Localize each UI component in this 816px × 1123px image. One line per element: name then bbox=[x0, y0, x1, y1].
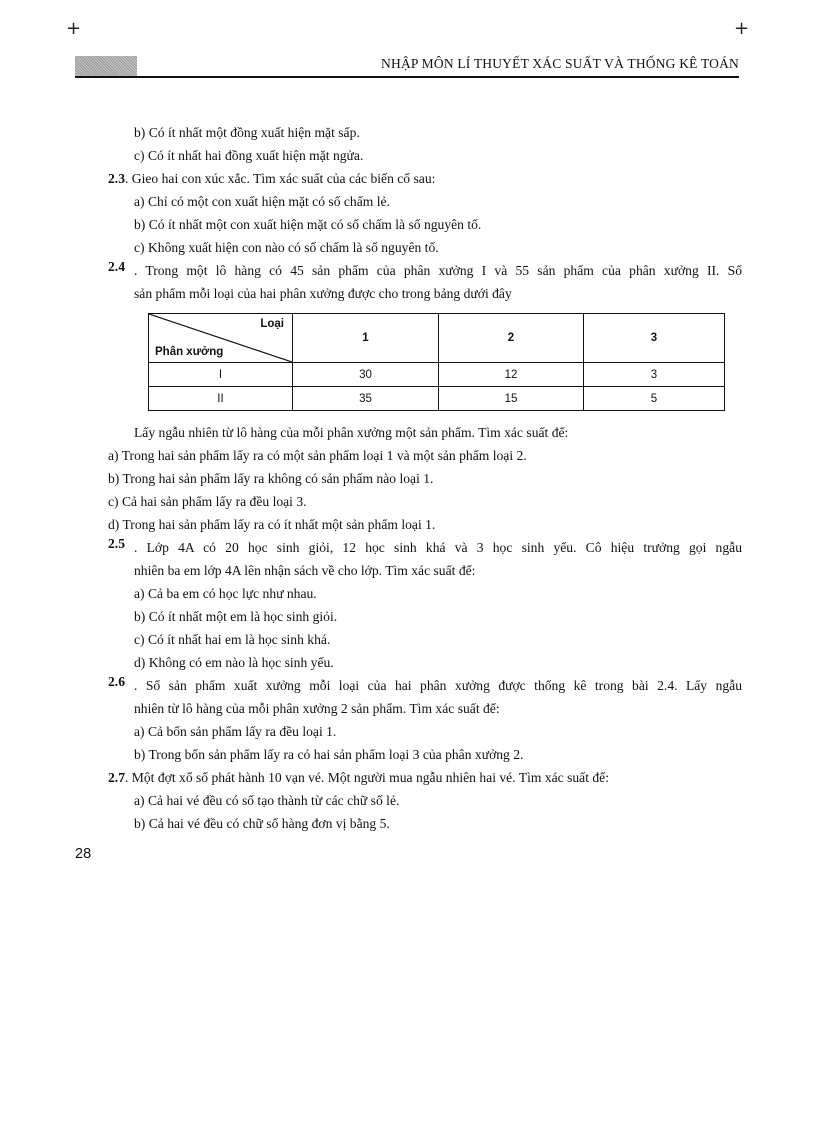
ex26-number: 2.6 bbox=[108, 674, 125, 689]
table-row bbox=[149, 363, 725, 387]
running-header bbox=[75, 56, 739, 76]
ex27-number: 2.7 bbox=[108, 770, 125, 785]
ex25-number: 2.5 bbox=[108, 536, 125, 551]
corner-label-loai: Loại bbox=[260, 318, 284, 330]
ex25-line1: . Lớp 4A có 20 học sinh giỏi, 12 học sinh khá và 3 học sinh yếu. Cô hiệu trưởng gọi ngẫu bbox=[134, 540, 742, 555]
table-row bbox=[149, 387, 725, 411]
ex23-number: 2.3 bbox=[108, 171, 125, 186]
ex25-item-a: a) Cả ba em có học lực như nhau. bbox=[134, 586, 317, 601]
corner-label-phan-xuong: Phân xưởng bbox=[155, 346, 224, 358]
ex27-item-a: a) Cả hai vé đều có số tạo thành từ các chữ số lẻ. bbox=[134, 793, 400, 808]
ex26-line1: . Số sản phẩm xuất xưởng mỗi loại của hai phân xưởng được thống kê trong bài 2.4. Lấy ngẫu bbox=[134, 678, 742, 693]
ex23-text: . Gieo hai con xúc xắc. Tìm xác suất của các biến cố sau: bbox=[125, 171, 436, 186]
column-header: 3 bbox=[584, 314, 725, 363]
ex26-heading bbox=[108, 674, 742, 720]
table-cell: 15 bbox=[439, 387, 584, 411]
crop-mark-left: + bbox=[66, 18, 82, 39]
ex23-item-b: b) Có ít nhất một con xuất hiện mặt có số chấm là số nguyên tố. bbox=[134, 217, 482, 232]
column-header: 2 bbox=[439, 314, 584, 363]
ex25-heading bbox=[108, 536, 742, 582]
ex25-line2: nhiên ba em lớp 4A lên nhận sách về cho lớp. Tìm xác suất để: bbox=[134, 563, 476, 578]
ex24-table-wrap bbox=[148, 313, 725, 412]
ex25-item-b: b) Có ít nhất một em là học sinh giỏi. bbox=[134, 609, 338, 624]
crop-mark-right: + bbox=[734, 18, 750, 39]
ex27-item-b: b) Cả hai vé đều có chữ số hàng đơn vị bằng 5. bbox=[134, 816, 390, 831]
ex26-item-b: b) Trong bốn sản phẩm lấy ra có hai sản phẩm loại 3 của phân xưởng 2. bbox=[134, 747, 524, 762]
table-cell: 3 bbox=[584, 363, 725, 387]
ex22-item-b: b) Có ít nhất một đồng xuất hiện mặt sấp. bbox=[134, 125, 360, 140]
row-label: I bbox=[149, 363, 293, 387]
ex23-item-c: c) Không xuất hiện con nào có số chấm là số nguyên tố. bbox=[134, 240, 439, 255]
ex24-intro: Lấy ngẫu nhiên từ lô hàng của mỗi phân xưởng một sản phẩm. Tìm xác suất để: bbox=[134, 425, 569, 440]
column-header: 1 bbox=[293, 314, 439, 363]
ex23-item-a: a) Chỉ có một con xuất hiện mặt có số chấm lẻ. bbox=[134, 194, 390, 209]
ex24-item-a: a) Trong hai sản phẩm lấy ra có một sản phẩm loại 1 và một sản phẩm loại 2. bbox=[108, 448, 527, 463]
ex26-item-a: a) Cả bốn sản phẩm lấy ra đều loại 1. bbox=[134, 724, 337, 739]
ex24-line1: . Trong một lô hàng có 45 sản phẩm của phân xưởng I và 55 sản phẩm của phân xưởng II. Số bbox=[134, 263, 742, 278]
ex25-item-c: c) Có ít nhất hai em là học sinh khá. bbox=[134, 632, 331, 647]
ex24-heading bbox=[108, 259, 742, 305]
ex24-number: 2.4 bbox=[108, 259, 125, 274]
ex23-heading bbox=[108, 167, 742, 190]
ex27-heading bbox=[108, 766, 742, 789]
ex24-item-d: d) Trong hai sản phẩm lấy ra có ít nhất một sản phẩm loại 1. bbox=[108, 517, 436, 532]
ex24-line2: sản phẩm mỗi loại của hai phân xưởng được cho trong bảng dưới đây bbox=[134, 286, 512, 301]
ex25-item-d: d) Không có em nào là học sinh yếu. bbox=[134, 655, 334, 670]
ex22-item-c: c) Có ít nhất hai đồng xuất hiện mặt ngửa. bbox=[134, 148, 364, 163]
row-label: II bbox=[149, 387, 293, 411]
table-header-row bbox=[149, 314, 725, 363]
page-content bbox=[108, 121, 742, 835]
ex24-item-c: c) Cả hai sản phẩm lấy ra đều loại 3. bbox=[108, 494, 307, 509]
ex26-line2: nhiên từ lô hàng của mỗi phân xưởng 2 sản phẩm. Tìm xác suất để: bbox=[134, 701, 500, 716]
table-cell: 30 bbox=[293, 363, 439, 387]
ex24-item-b: b) Trong hai sản phẩm lấy ra không có sản phẩm nào loại 1. bbox=[108, 471, 434, 486]
table-cell: 35 bbox=[293, 387, 439, 411]
page-number: 28 bbox=[75, 846, 92, 862]
table-cell: 5 bbox=[584, 387, 725, 411]
header-rule bbox=[75, 76, 739, 78]
header-title: NHẬP MÔN LÍ THUYẾT XÁC SUẤT VÀ THỐNG KÊ TOÁN bbox=[381, 56, 739, 71]
table-corner-cell bbox=[149, 314, 293, 363]
table-cell: 12 bbox=[439, 363, 584, 387]
ex24-table bbox=[148, 313, 725, 411]
header-gray-block bbox=[75, 56, 137, 76]
ex27-text: . Một đợt xổ số phát hành 10 vạn vé. Một người mua ngẫu nhiên hai vé. Tìm xác suất để: bbox=[125, 770, 609, 785]
